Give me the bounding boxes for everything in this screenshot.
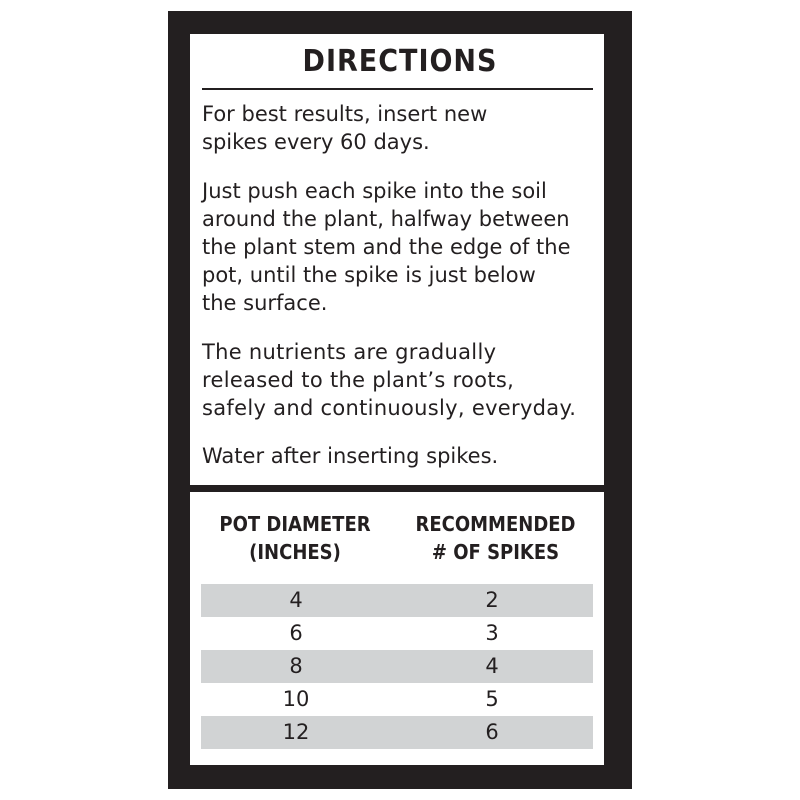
pot-diameter-cell: 6 [289, 621, 303, 645]
table-row [201, 584, 593, 617]
spike-count-cell: 2 [485, 588, 499, 612]
direction-paragraph-1: For best results, insert new spikes every 60 days. [202, 102, 488, 154]
table-row [201, 683, 593, 716]
direction-paragraph-2: Just push each spike into the soil around the plant, halfway between the plant stem and the edge of the pot, until the spike is just below the surface. [202, 179, 571, 315]
pot-diameter-cell: 10 [282, 687, 310, 711]
column-header-recommended-spikes: RECOMMENDED # OF SPIKES [415, 512, 576, 564]
spike-count-cell: 6 [485, 720, 499, 744]
spike-count-cell: 5 [485, 687, 499, 711]
table-row [201, 650, 593, 683]
title-underline [202, 88, 593, 90]
directions-title: DIRECTIONS [302, 44, 498, 79]
table-row [201, 716, 593, 749]
pot-diameter-cell: 8 [289, 654, 303, 678]
pot-diameter-cell: 12 [282, 720, 310, 744]
spike-count-cell: 4 [485, 654, 499, 678]
spike-table [201, 584, 593, 749]
direction-paragraph-3: The nutrients are gradually released to the plant’s roots, safely and continuously, everyday. [202, 340, 577, 420]
table-row [201, 617, 593, 650]
spike-count-cell: 3 [485, 621, 499, 645]
direction-paragraph-4: Water after inserting spikes. [202, 444, 499, 468]
pot-diameter-cell: 4 [289, 588, 303, 612]
column-header-pot-diameter: POT DIAMETER (INCHES) [219, 512, 371, 564]
